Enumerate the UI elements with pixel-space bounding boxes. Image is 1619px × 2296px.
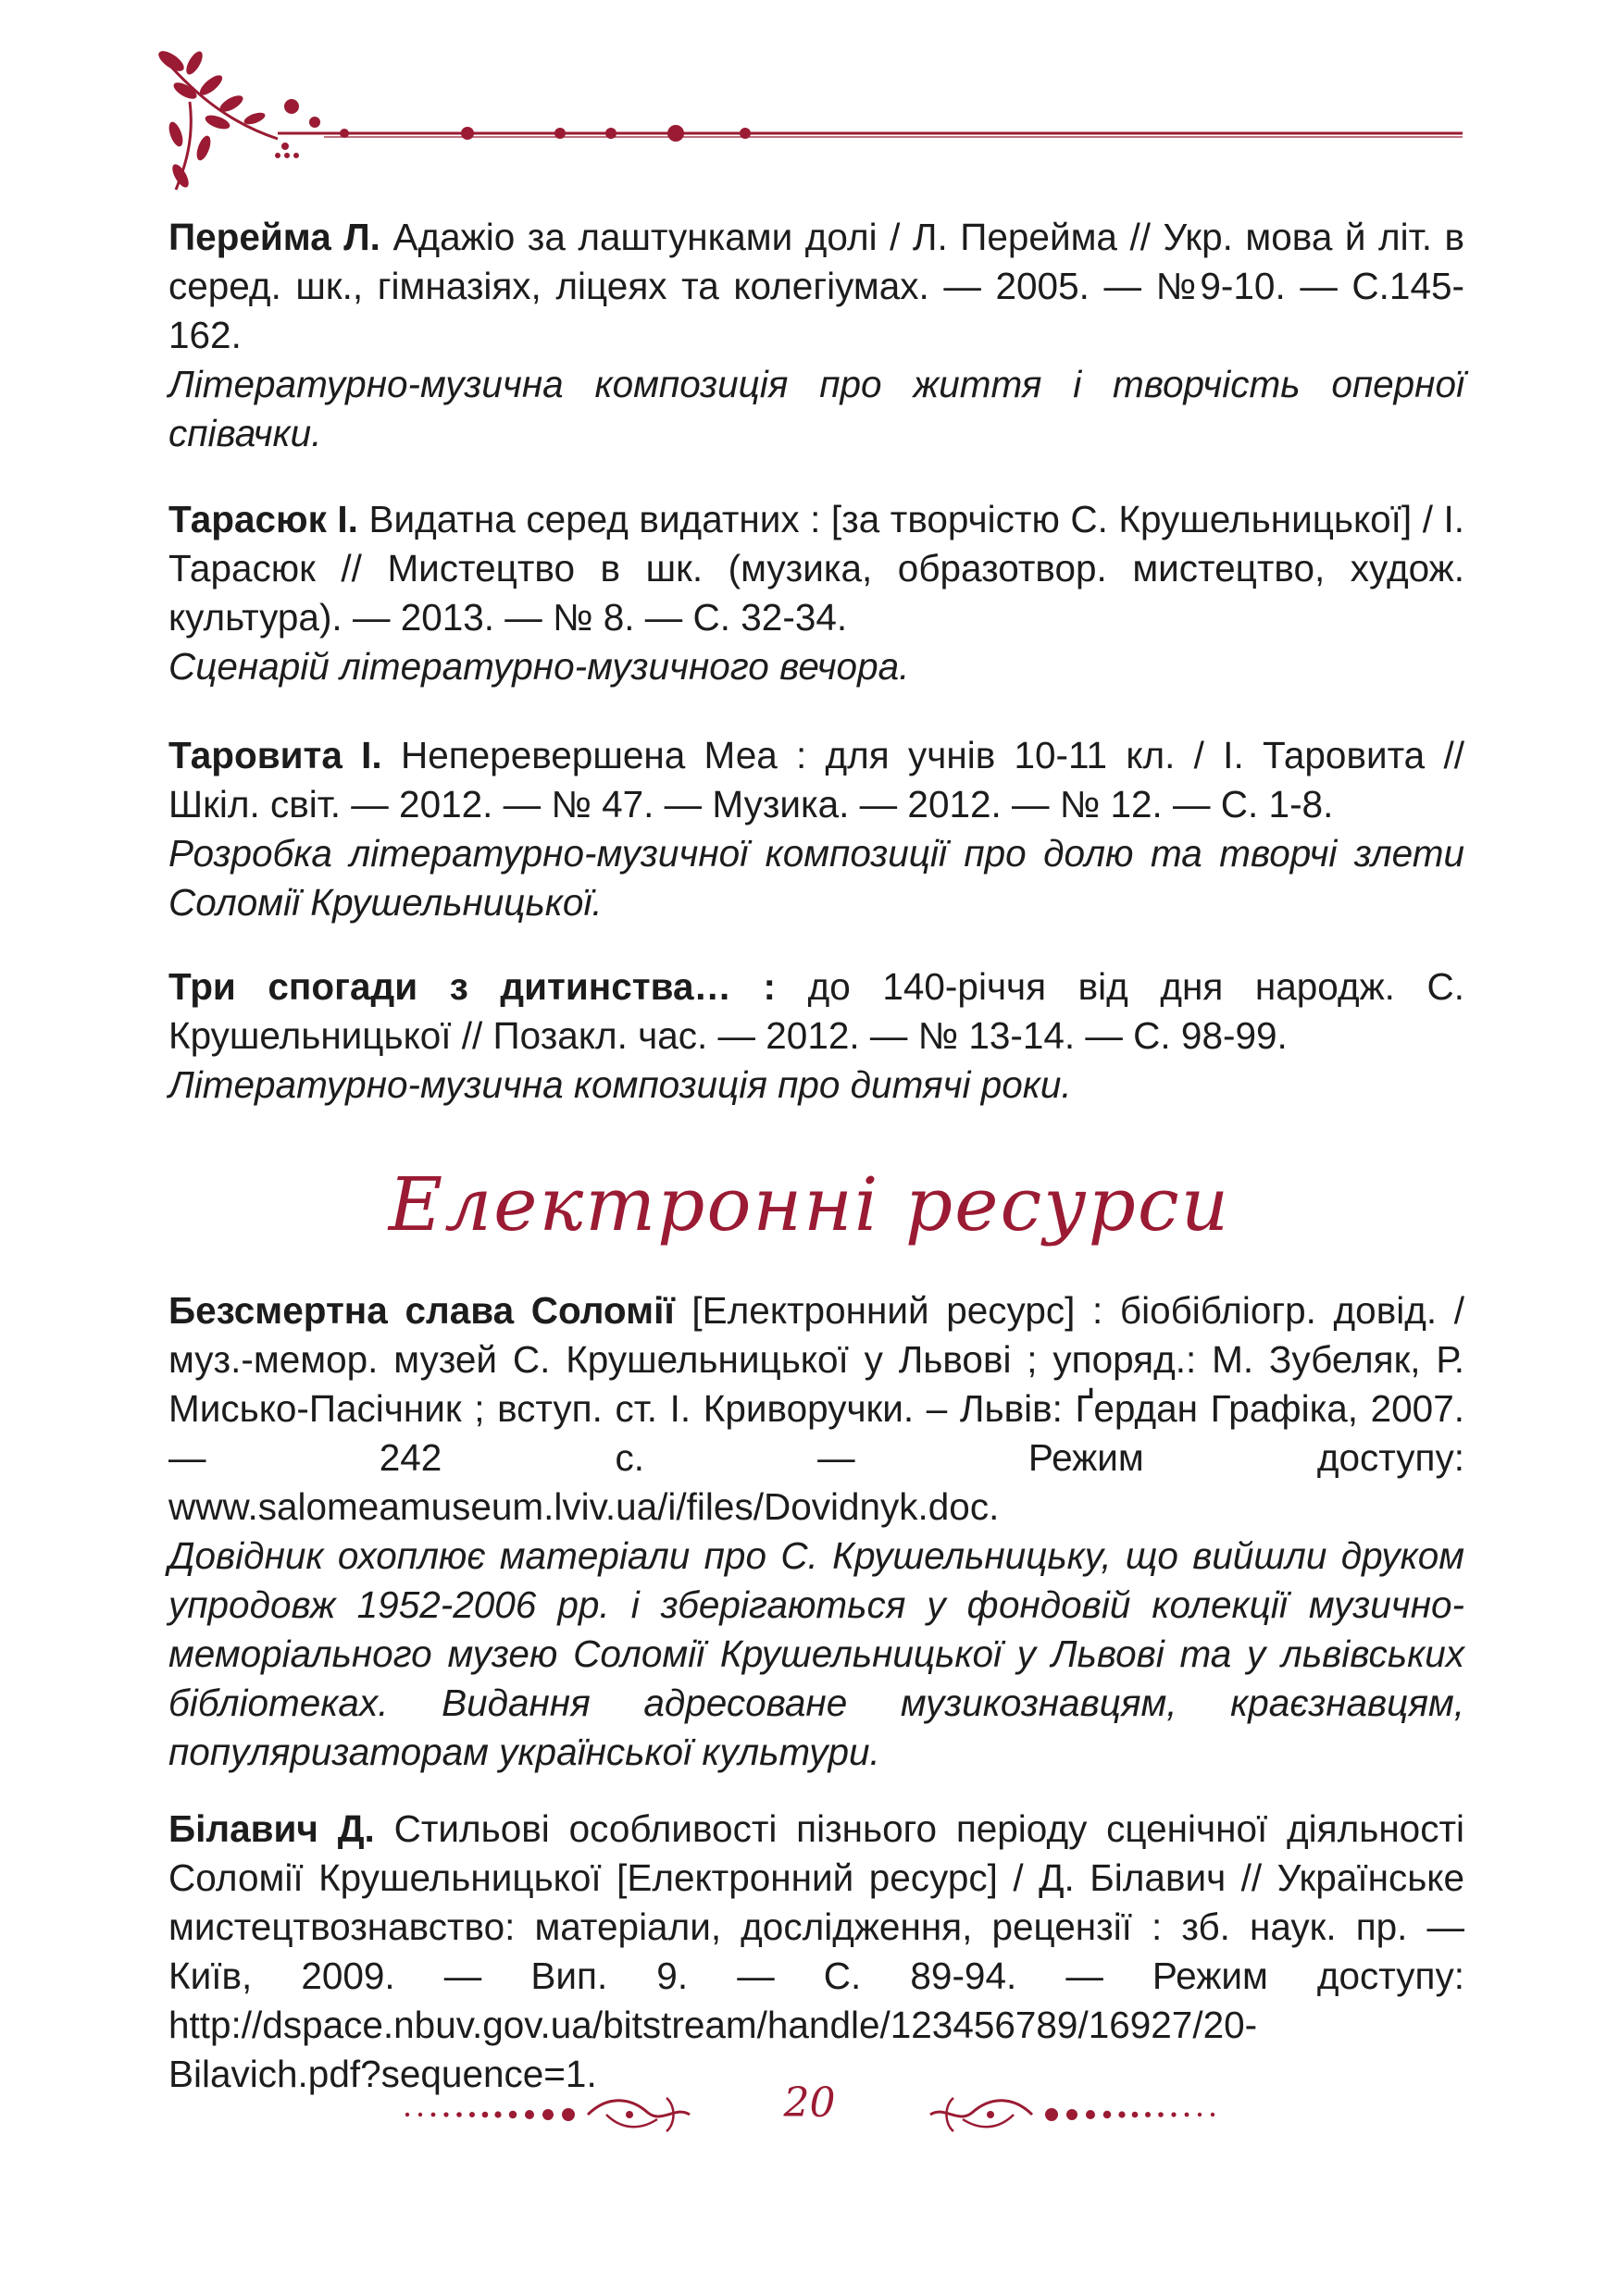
entry-citation [168, 731, 1464, 829]
bibliography-entry [168, 1805, 1464, 2099]
entry-annotation: Розробка літературно-музичної композиції про долю та творчі злети Соломії Крушельницької. [168, 832, 1464, 924]
bibliography-list [168, 1286, 1464, 1777]
entry-text: Видатна серед видатних : [за творчістю С. Крушельницької] / І. Тарасюк // Мистецтво в шк. (музика, образотвор. мистецтво, худож. культура). — 2013. — № 8. — С. 32-34. [168, 498, 1464, 639]
entry-citation [168, 1286, 1464, 1532]
entry-author: Білавич Д. [168, 1807, 375, 1850]
bibliography-entry [168, 495, 1464, 691]
entry-citation [168, 1805, 1464, 2099]
entry-text: Адажіо за лаштунками долі / Л. Перейма // Укр. мова й літ. в серед. шк., гімназіях, ліцеях та колегіумах. — 2005. — №9-10. — С.145-162. [168, 216, 1464, 356]
entry-author: Три спогади з дитинства… : [168, 965, 777, 1008]
entry-text: Неперевершена Меа : для учнів 10-11 кл. / І. Таровита // Шкіл. світ. — 2012. — № 47. — Музика. — 2012. — № 12. — С. 1-8. [168, 734, 1464, 825]
bibliography-entry [168, 962, 1464, 1110]
entry-citation [168, 495, 1464, 642]
entry-annotation: Довідник охоплює матеріали про С. Крушельницьку, що вийшли друком упродовж 1952-2006 рр. і зберігаються у фондовій колекції музично-меморіального музею Соломії Крушельницької у Львові та у львівських бібліотеках. Видання адресоване музикознавцям, краєзнавцям, популяризаторам української культури. [168, 1534, 1464, 1773]
entry-annotation: Літературно-музична композиція про дитячі роки. [168, 1063, 1072, 1106]
entry-annotation: Літературно-музична композиція про життя і творчість оперної співачки. [168, 363, 1464, 454]
bibliography-list [168, 962, 1464, 1110]
entry-annotation: Сценарій літературно-музичного вечора. [168, 645, 910, 688]
bibliography-entry [168, 731, 1464, 927]
header-ornament [139, 37, 1481, 194]
entry-author: Тарасюк І. [168, 498, 358, 540]
entry-citation [168, 962, 1464, 1061]
bibliography-list [168, 731, 1464, 927]
entry-author: Перейма Л. [168, 216, 380, 258]
entry-author: Безсмертна слава Соломії [168, 1289, 675, 1332]
section-title: Електронні ресурси [388, 1161, 1231, 1247]
entry-text: до 140-річчя від дня народж. С. Крушельницької // Позакл. час. — 2012. — № 13-14. — С. 98-99. [168, 965, 1464, 1057]
bibliography-entry [168, 213, 1464, 458]
bibliography-entry [168, 1286, 1464, 1777]
bibliography-list [168, 1805, 1464, 2099]
entry-citation [168, 213, 1464, 360]
entry-author: Таровита І. [168, 734, 382, 776]
page-number: 20 [783, 2079, 836, 2127]
entry-text: Стильові особливості пізнього періоду сценічної діяльності Соломії Крушельницької [Електронний ресурс] / Д. Білавич // Українське мистецтвознавство: матеріали, дослідження, рецензії : зб. наук. пр. — Київ, 2009. — Вип. 9. — С. 89-94. — Режим доступу: http://dspace.nbuv.gov.ua/bitstream/handle/123456789/16927/20-Bilavich.pdf?sequence=1. [168, 1807, 1465, 2095]
bibliography-list [168, 213, 1464, 458]
entry-text: [Електронний ресурс] : біобібліогр. довід. / муз.-мемор. музей С. Крушельницької у Львові ; упоряд.: М. Зубеляк, Р. Мисько-Пасічник ; вступ. ст. І. Криворучки. – Львів: Ґердан Графіка, 2007. — 242 с. — Режим доступу: www.salomeamuseum.lviv.ua/i/files/Dovidnyk.doc. [168, 1289, 1464, 1528]
bibliography-list [168, 495, 1464, 691]
